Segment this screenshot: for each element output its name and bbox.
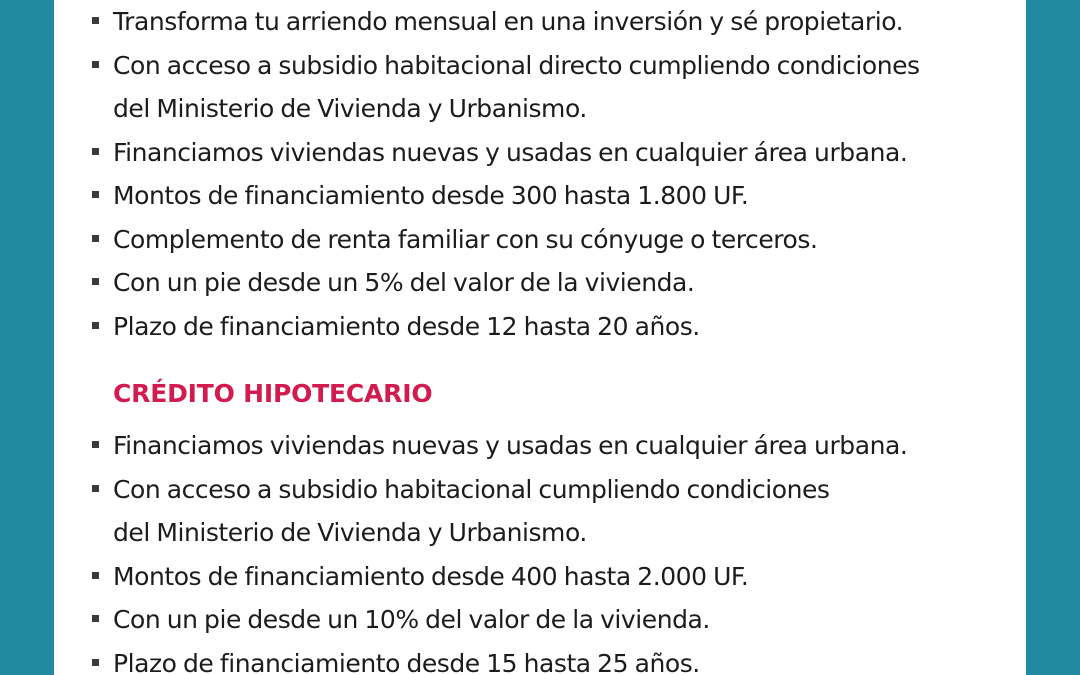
square-bullet-icon bbox=[92, 659, 99, 666]
list-item bbox=[92, 305, 1026, 349]
square-bullet-icon bbox=[92, 17, 99, 24]
item-text: Plazo de financiamiento desde 12 hasta 20 años. bbox=[113, 311, 700, 341]
list-item bbox=[92, 0, 1026, 44]
square-bullet-icon bbox=[92, 322, 99, 329]
list-item bbox=[92, 642, 1026, 675]
square-bullet-icon bbox=[92, 61, 99, 68]
square-bullet-icon bbox=[92, 572, 99, 579]
list-item bbox=[92, 468, 1026, 555]
item-text: Financiamos viviendas nuevas y usadas en cualquier área urbana. bbox=[113, 431, 908, 460]
mortgage-list bbox=[92, 424, 1026, 675]
list-item bbox=[92, 218, 1026, 262]
list-item bbox=[92, 598, 1026, 642]
square-bullet-icon bbox=[92, 441, 99, 448]
item-text: Con un pie desde un 5% del valor de la vivienda. bbox=[113, 268, 695, 297]
square-bullet-icon bbox=[92, 235, 99, 242]
item-text: Con un pie desde un 10% del valor de la vivienda. bbox=[113, 605, 710, 634]
square-bullet-icon bbox=[92, 191, 99, 198]
item-text: Complemento de renta familiar con su cónyuge o terceros. bbox=[113, 224, 818, 254]
item-text: Con acceso a subsidio habitacional cumpliendo condiciones bbox=[113, 474, 830, 504]
item-text-continuation: del Ministerio de Vivienda y Urbanismo. bbox=[113, 94, 587, 123]
list-item bbox=[92, 424, 1026, 468]
list-item bbox=[92, 131, 1026, 175]
square-bullet-icon bbox=[92, 148, 99, 155]
item-text: Montos de financiamiento desde 300 hasta 1.800 UF. bbox=[113, 181, 749, 210]
section-title-credito-hipotecario: CRÉDITO HIPOTECARIO bbox=[113, 379, 433, 408]
item-text: Financiamos viviendas nuevas y usadas en cualquier área urbana. bbox=[113, 137, 908, 167]
item-text: Transforma tu arriendo mensual en una inversión y sé propietario. bbox=[113, 7, 904, 36]
item-text: Montos de financiamiento desde 400 hasta 2.000 UF. bbox=[113, 561, 749, 591]
item-text: Con acceso a subsidio habitacional directo cumpliendo condiciones bbox=[113, 50, 920, 80]
list-item bbox=[92, 261, 1026, 305]
square-bullet-icon bbox=[92, 278, 99, 285]
content-panel bbox=[54, 0, 1026, 675]
list-item bbox=[92, 44, 1026, 131]
benefits-list bbox=[92, 0, 1026, 348]
square-bullet-icon bbox=[92, 615, 99, 622]
item-text: Plazo de financiamiento desde 15 hasta 25 años. bbox=[113, 648, 700, 675]
square-bullet-icon bbox=[92, 485, 99, 492]
list-item bbox=[92, 555, 1026, 599]
item-text-continuation: del Ministerio de Vivienda y Urbanismo. bbox=[113, 518, 587, 547]
list-item bbox=[92, 174, 1026, 218]
